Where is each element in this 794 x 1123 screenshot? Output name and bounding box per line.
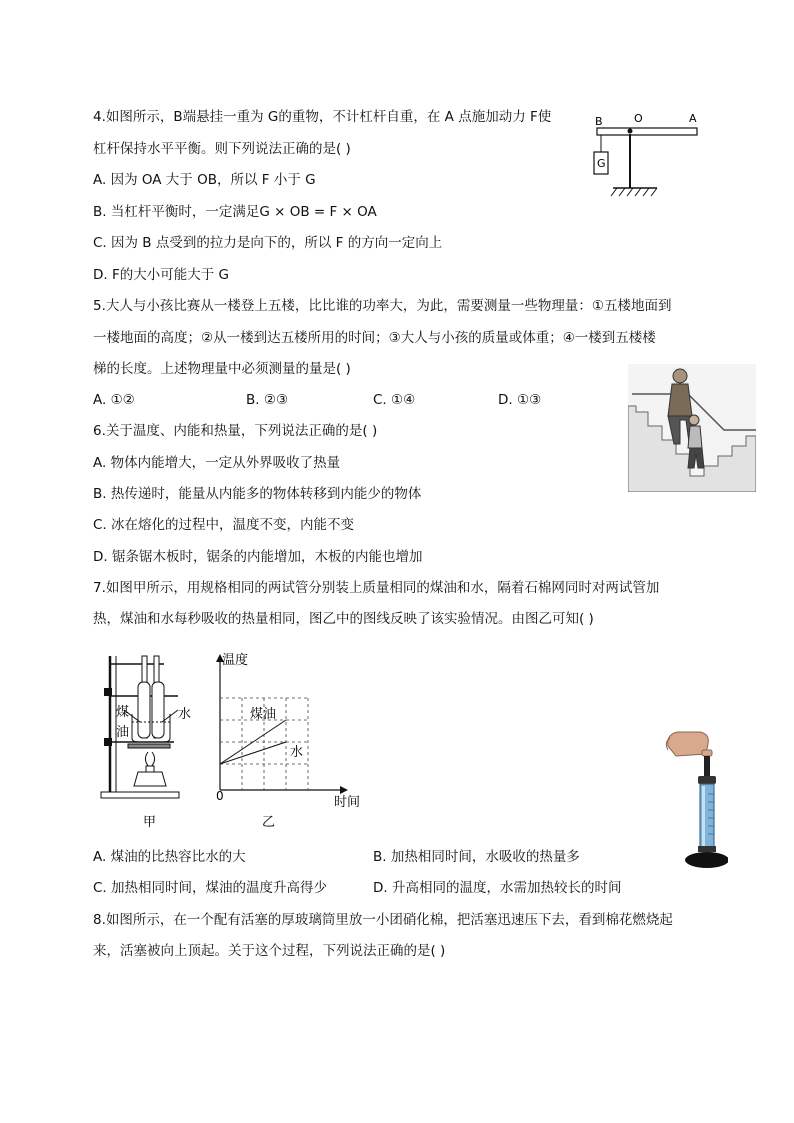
piston-cylinder-illustration xyxy=(662,728,728,874)
label-kerosene-char2: 油 xyxy=(116,725,130,740)
q7-option-b: B. 加热相同时间，水吸收的热量多 xyxy=(373,849,580,865)
lever-label-b: B xyxy=(595,115,603,128)
stair-climber-illustration xyxy=(628,364,756,492)
lever-figure xyxy=(585,108,705,203)
q6-option-d: D. 锯条锯木板时，锯条的内能增加，木板的内能也增加 xyxy=(93,549,423,565)
lever-label-a: A xyxy=(689,112,697,125)
q7-stem-line2: 热，煤油和水每秒吸收的热量相同，图乙中的图线反映了该实验情况。由图乙可知( ) xyxy=(93,611,594,627)
lever-label-o: O xyxy=(634,112,643,125)
chart-origin-label: 0 xyxy=(216,789,224,803)
lever-label-g: G xyxy=(597,157,606,170)
q6-option-b: B. 热传递时，能量从内能多的物体转移到内能少的物体 xyxy=(93,486,422,502)
water-series-label: 水 xyxy=(290,745,304,760)
kerosene-series-label: 煤油 xyxy=(250,707,277,722)
caption-jia: 甲 xyxy=(143,815,157,830)
q5-option-d: D. ①③ xyxy=(498,392,542,408)
q8-stem-line1: 8.如图所示，在一个配有活塞的厚玻璃筒里放一小团硝化棉，把活塞迅速压下去，看到棉花燃烧起 xyxy=(93,912,673,928)
q4-stem-line1: 4.如图所示，B端悬挂一重为 G的重物，不计杠杆自重，在 A 点施加动力 F使 xyxy=(93,109,552,125)
q5-stem-line1: 5.大人与小孩比赛从一楼登上五楼，比比谁的功率大，为此，需要测量一些物理量：①五楼地面到 xyxy=(93,298,672,314)
label-water: 水 xyxy=(178,707,192,722)
chart-y-label: 温度 xyxy=(222,653,249,668)
q7-stem-line1: 7.如图甲所示，用规格相同的两试管分别装上质量相同的煤油和水，隔着石棉网同时对两试管加 xyxy=(93,580,660,596)
water-series-line xyxy=(220,742,286,764)
q5-stem-line2: 一楼地面的高度；②从一楼到达五楼所用的时间；③大人与小孩的质量或体重；④一楼到五楼楼 xyxy=(93,330,656,346)
q4-stem-line2: 杠杆保持水平平衡。则下列说法正确的是( ) xyxy=(93,141,351,157)
q8-stem-line2: 来，活塞被向上顶起。关于这个过程，下列说法正确的是( ) xyxy=(93,943,446,959)
caption-yi: 乙 xyxy=(262,815,276,830)
q4-option-d: D. F的大小可能大于 G xyxy=(93,267,229,283)
q4-option-b: B. 当杠杆平衡时，一定满足G × OB = F × OA xyxy=(93,204,377,220)
q6-option-c: C. 冰在熔化的过程中，温度不变，内能不变 xyxy=(93,517,355,533)
q5-stem-line3: 梯的长度。上述物理量中必须测量的量是( ) xyxy=(93,361,351,377)
q7-option-a: A. 煤油的比热容比水的大 xyxy=(93,849,246,865)
label-kerosene-char1: 煤 xyxy=(116,705,130,720)
q4-option-c: C. 因为 B 点受到的拉力是向下的，所以 F 的方向一定向上 xyxy=(93,235,443,251)
q4-option-a: A. 因为 OA 大于 OB，所以 F 小于 G xyxy=(93,172,316,188)
temperature-time-chart xyxy=(206,648,366,832)
heating-apparatus-figure xyxy=(98,652,198,832)
chart-x-label: 时间 xyxy=(334,795,361,810)
q7-option-c: C. 加热相同时间，煤油的温度升高得少 xyxy=(93,880,328,896)
q7-option-d: D. 升高相同的温度，水需加热较长的时间 xyxy=(373,880,622,896)
q5-option-b: B. ②③ xyxy=(246,392,289,408)
q5-option-a: A. ①② xyxy=(93,392,135,408)
q5-option-c: C. ①④ xyxy=(373,392,416,408)
q6-stem-line1: 6.关于温度、内能和热量，下列说法正确的是( ) xyxy=(93,423,378,439)
q6-option-a: A. 物体内能增大，一定从外界吸收了热量 xyxy=(93,455,341,471)
